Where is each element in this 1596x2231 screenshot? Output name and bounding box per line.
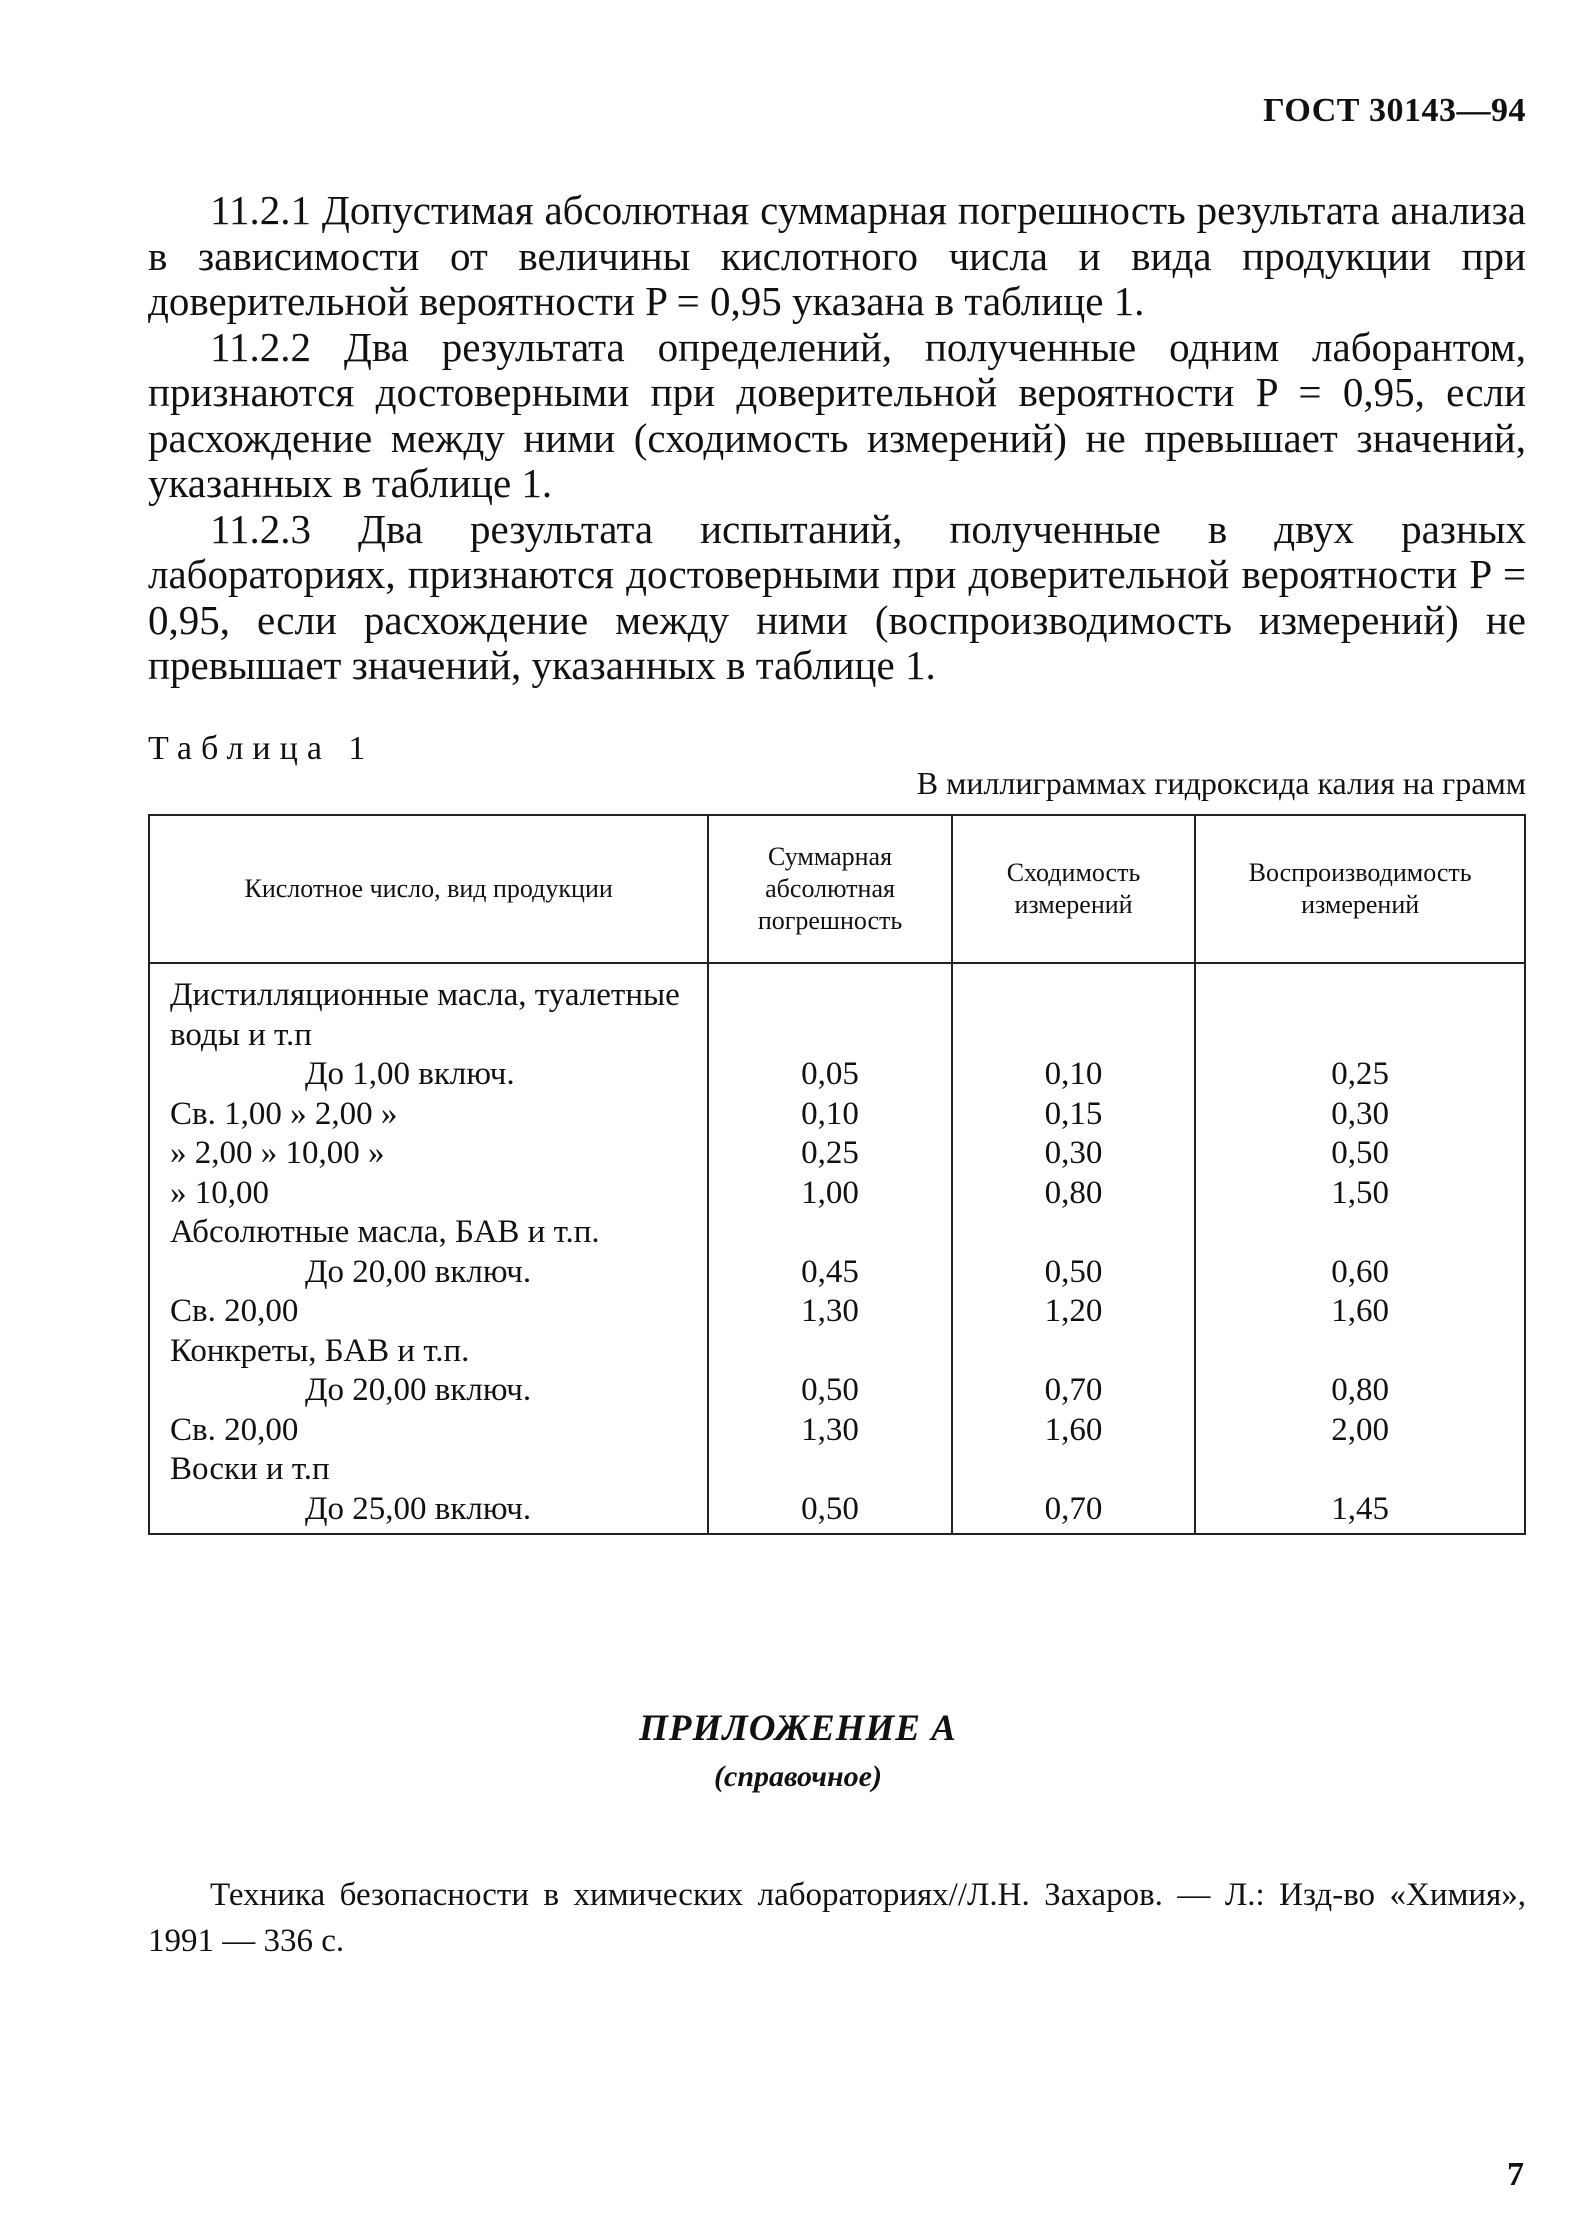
cell-product: Св. 1,00 » 2,00 » — [149, 1095, 708, 1135]
table-units: В миллиграммах гидроксида калия на грамм — [916, 765, 1526, 801]
cell-reproducibility: 0,30 — [1195, 1095, 1525, 1135]
cell-reproducibility — [1195, 1450, 1525, 1490]
table-row — [149, 1450, 1525, 1490]
table-body — [149, 963, 1525, 1534]
header-repeatability: Сходимость измерений — [952, 815, 1195, 963]
appendix-title: ПРИЛОЖЕНИЕ А — [639, 1708, 957, 1749]
cell-total-error — [708, 963, 951, 1055]
cell-product: Св. 20,00 — [149, 1292, 708, 1332]
cell-total-error — [708, 1332, 951, 1372]
header-product: Кислотное число, вид продукции — [149, 815, 708, 963]
cell-product: До 1,00 включ. — [149, 1055, 708, 1095]
cell-repeatability — [952, 1450, 1195, 1490]
cell-total-error: 0,50 — [708, 1371, 951, 1411]
cell-repeatability: 0,15 — [952, 1095, 1195, 1135]
cell-repeatability: 0,10 — [952, 1055, 1195, 1095]
table-row — [149, 963, 1525, 1055]
cell-total-error — [708, 1450, 951, 1490]
table-row — [149, 1253, 1525, 1293]
table-row — [149, 1134, 1525, 1174]
cell-reproducibility: 0,60 — [1195, 1253, 1525, 1293]
cell-product: Дистилляционные масла, туалетные воды и т.п — [149, 963, 708, 1055]
cell-reproducibility — [1195, 963, 1525, 1055]
table-caption: Таблица 1 — [148, 730, 375, 767]
cell-total-error: 0,45 — [708, 1253, 951, 1293]
paragraph-11-2-1: 11.2.1 Допустимая абсолютная суммарная погрешность результата анализа в зависимости от величины кислотного числа и вида продукции при доверительной вероятности P = 0,95 указана в таблице 1. — [148, 187, 1526, 324]
cell-total-error: 0,10 — [708, 1095, 951, 1135]
cell-repeatability: 1,20 — [952, 1292, 1195, 1332]
cell-total-error: 0,50 — [708, 1490, 951, 1535]
paragraph-11-2-3: 11.2.3 Два результата испытаний, полученные в двух разных лабораториях, признаются достоверными при доверительной вероятности P = 0,95, если расхождение между ними (воспроизводимость измерений) не превышает значений, указанных в таблице 1. — [148, 505, 1526, 688]
cell-product: До 20,00 включ. — [149, 1253, 708, 1293]
cell-repeatability: 0,30 — [952, 1134, 1195, 1174]
body-text — [148, 188, 1526, 689]
standard-designation: ГОСТ 30143—94 — [1263, 92, 1526, 129]
tolerance-table — [148, 814, 1526, 1535]
header-total-error: Суммарная абсолютная погрешность — [708, 815, 951, 963]
cell-product: Воски и т.п — [149, 1450, 708, 1490]
cell-repeatability: 1,60 — [952, 1411, 1195, 1451]
cell-total-error: 1,30 — [708, 1292, 951, 1332]
cell-repeatability: 0,70 — [952, 1490, 1195, 1535]
cell-reproducibility: 2,00 — [1195, 1411, 1525, 1451]
paragraph-11-2-2: 11.2.2 Два результата определений, полученные одним лаборантом, признаются достоверными при доверительной вероятности P = 0,95, если расхождение между ними (сходимость измерений) не превышает значений, указанных в таблице 1. — [148, 323, 1526, 506]
cell-total-error: 1,30 — [708, 1411, 951, 1451]
table-row — [149, 1371, 1525, 1411]
page-number: 7 — [1507, 2156, 1524, 2193]
table-header-row — [149, 815, 1525, 963]
cell-reproducibility: 0,25 — [1195, 1055, 1525, 1095]
cell-repeatability — [952, 1332, 1195, 1372]
cell-total-error: 0,25 — [708, 1134, 951, 1174]
cell-product: До 20,00 включ. — [149, 1371, 708, 1411]
table-row — [149, 1213, 1525, 1253]
table-row — [149, 1055, 1525, 1095]
cell-product: Конкреты, БАВ и т.п. — [149, 1332, 708, 1372]
cell-repeatability: 0,80 — [952, 1174, 1195, 1214]
bibliographic-reference: Техника безопасности в химических лабораториях//Л.Н. Захаров. — Л.: Изд-во «Химия», 1991 — 336 с. — [148, 1877, 1526, 1959]
cell-reproducibility — [1195, 1213, 1525, 1253]
cell-product: Св. 20,00 — [149, 1411, 708, 1451]
table-row — [149, 1292, 1525, 1332]
cell-reproducibility: 1,45 — [1195, 1490, 1525, 1535]
cell-reproducibility: 1,50 — [1195, 1174, 1525, 1214]
header-reproducibility: Воспроизводимость измерений — [1195, 815, 1525, 963]
cell-reproducibility: 0,80 — [1195, 1371, 1525, 1411]
appendix-subtitle: (справочное) — [714, 1760, 882, 1793]
cell-reproducibility — [1195, 1332, 1525, 1372]
cell-repeatability: 0,50 — [952, 1253, 1195, 1293]
cell-total-error: 0,05 — [708, 1055, 951, 1095]
cell-repeatability — [952, 1213, 1195, 1253]
cell-reproducibility: 1,60 — [1195, 1292, 1525, 1332]
table-row — [149, 1095, 1525, 1135]
cell-repeatability: 0,70 — [952, 1371, 1195, 1411]
cell-product: » 10,00 — [149, 1174, 708, 1214]
table-row — [149, 1174, 1525, 1214]
cell-reproducibility: 0,50 — [1195, 1134, 1525, 1174]
cell-product: Абсолютные масла, БАВ и т.п. — [149, 1213, 708, 1253]
table-row — [149, 1490, 1525, 1535]
cell-total-error: 1,00 — [708, 1174, 951, 1214]
table-row — [149, 1411, 1525, 1451]
cell-repeatability — [952, 963, 1195, 1055]
table-row — [149, 1332, 1525, 1372]
cell-total-error — [708, 1213, 951, 1253]
cell-product: До 25,00 включ. — [149, 1490, 708, 1535]
cell-product: » 2,00 » 10,00 » — [149, 1134, 708, 1174]
